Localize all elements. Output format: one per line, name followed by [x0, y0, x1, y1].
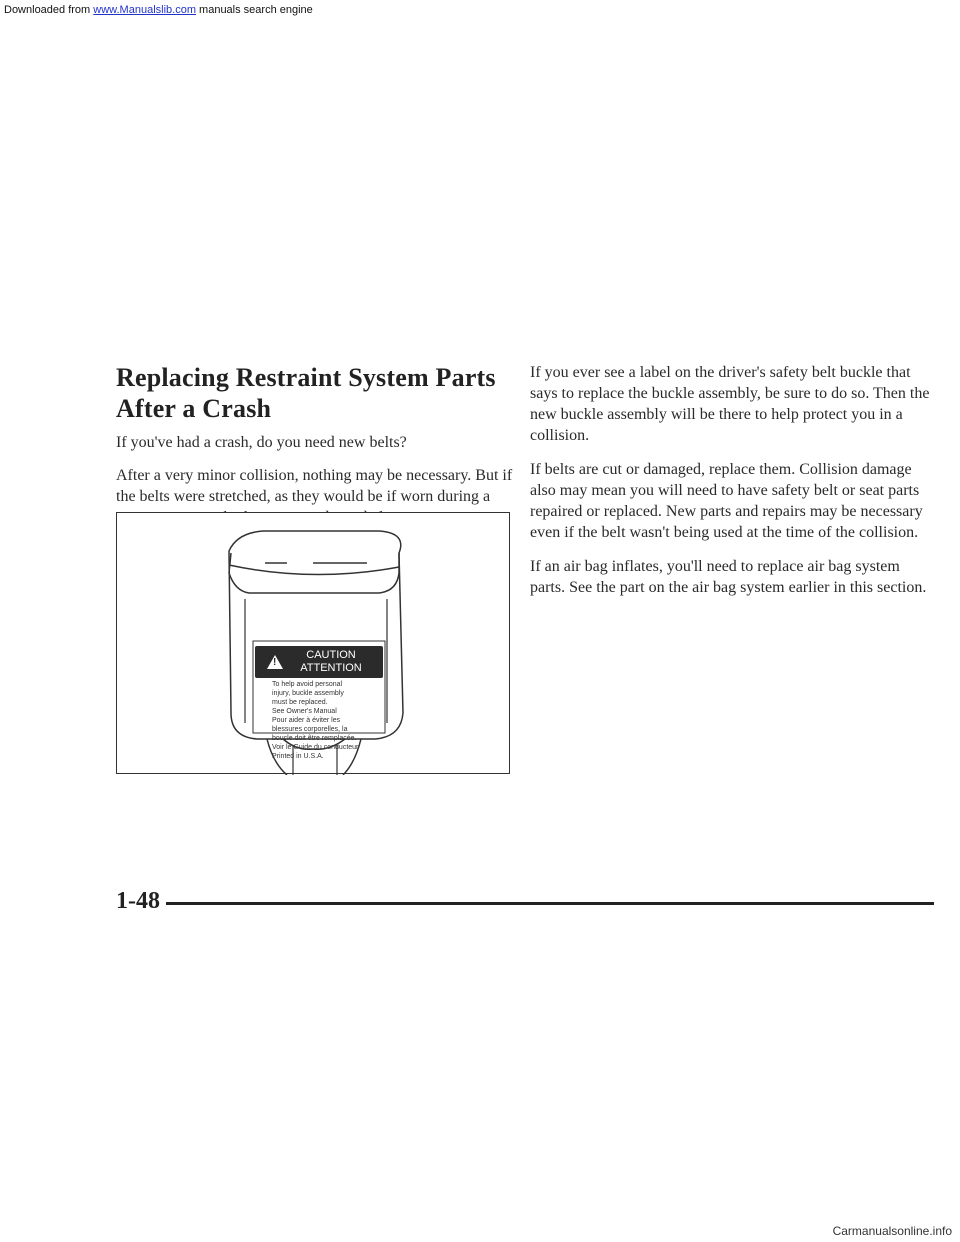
watermark: Carmanualsonline.info [832, 1224, 952, 1238]
source-prefix: Downloaded from [4, 4, 94, 16]
right-paragraph-1: If you ever see a label on the driver's safety belt buckle that says to replace the buckle assembly, be sure to do so. Then the new buckle assembly will be there to help protect you in a collision. [530, 364, 930, 444]
caution-label [255, 646, 383, 678]
label-line: boucle doit être remplacée. [272, 735, 357, 742]
left-paragraph-1: If you've had a crash, do you need new belts? [116, 434, 407, 451]
label-line: injury, buckle assembly [272, 690, 344, 697]
manualslib-link[interactable]: www.Manualslib.com [93, 4, 196, 16]
heading-line-2: After a Crash [116, 394, 272, 423]
right-paragraph-2: If belts are cut or damaged, replace them. Collision damage also may mean you will need to have safety belt or seat parts repaired or replaced. New parts and repairs may be necessary even if the belt wasn't being used at the time of the collision. [530, 461, 923, 541]
label-line: To help avoid personal [272, 681, 343, 688]
left-paragraph-2: After a very minor collision, nothing may be necessary. But if the belts were stretched, as they would be if worn during a [116, 467, 513, 505]
label-line: Voir le Guide du conducteur [272, 744, 359, 751]
label-line: Printed in U.S.A. [272, 753, 324, 760]
right-paragraph-3: If an air bag inflates, you'll need to replace air bag system parts. See the part on the air bag system earlier in this section. [530, 558, 927, 596]
label-text [272, 680, 384, 761]
right-column [530, 362, 930, 611]
label-line: must be replaced. [272, 699, 328, 706]
attention-word: ATTENTION [300, 662, 362, 674]
label-line: See Owner's Manual [272, 708, 337, 715]
source-suffix: manuals search engine [195, 4, 313, 16]
caution-word: CAUTION [306, 649, 356, 661]
label-line: blessures corporelles, la [272, 726, 348, 733]
warning-triangle-icon [267, 655, 283, 669]
footer-rule [166, 902, 934, 905]
label-line: Pour aider à éviter les [272, 717, 341, 724]
source-line [4, 4, 313, 16]
page-number: 1-48 [116, 888, 160, 914]
page-heading [116, 362, 516, 424]
heading-line-1: Replacing Restraint System Parts [116, 363, 496, 392]
